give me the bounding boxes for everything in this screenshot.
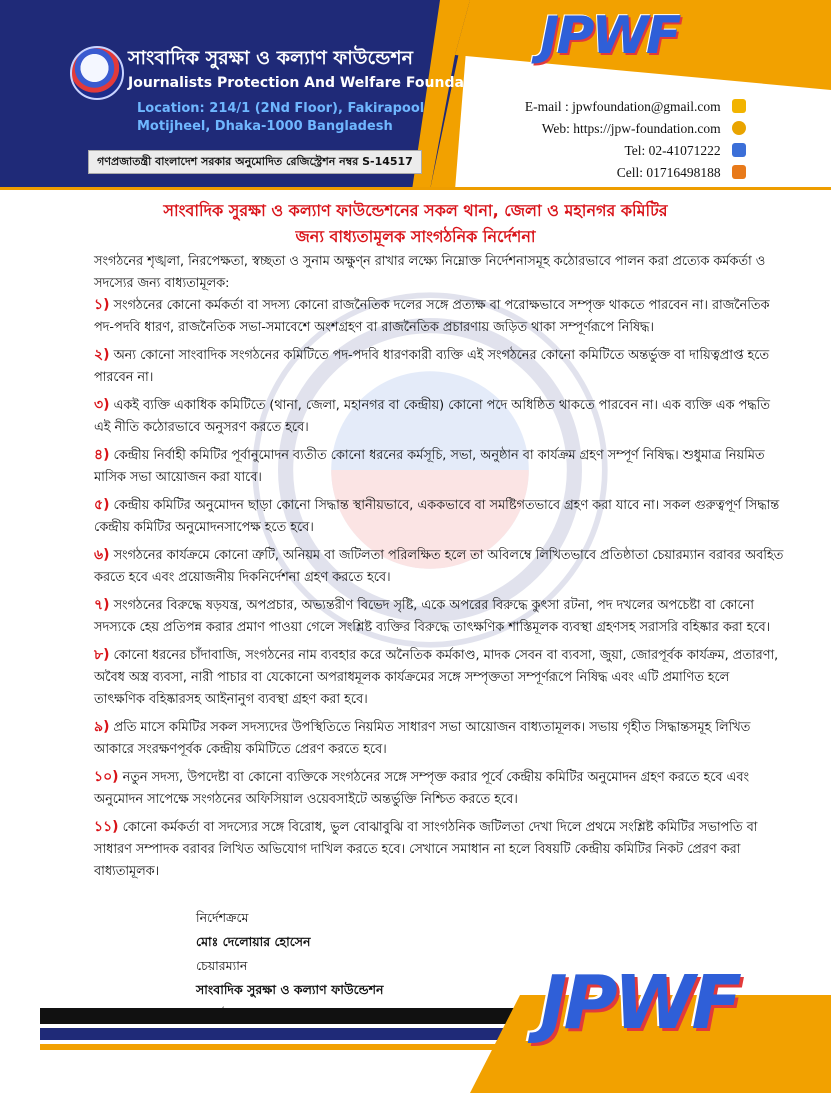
rule-item	[94, 394, 784, 439]
rule-text: কেন্দ্রীয় কমিটির অনুমোদন ছাড়া কোনো সিদ্ধান্ত স্থানীয়ভাবে, এককভাবে বা সমষ্টিগতভাবে গ্রহণ করা যাবে না। সকল গুরুত্বপূর্ণ সিদ্ধান্ত কেন্দ্রীয় কমিটির অনুমোদনসাপেক্ষ হতে হবে।	[94, 498, 780, 535]
org-name-bangla: সাংবাদিক সুরক্ষা ও কল্যাণ ফাউন্ডেশন	[128, 47, 413, 69]
email-icon	[732, 99, 746, 113]
rule-text: কোনো কর্মকর্তা বা সদস্যের সঙ্গে বিরোধ, ভুল বোঝাবুঝি বা সাংগঠনিক জটিলতা দেখা দিলে প্রথমে সংশ্লিষ্ট কমিটির সভাপতি বা সাধারণ সম্পাদক বরাবর লিখিত অভিযোগ দাখিল করতে হবে। সেখানে সমাধান না হলে বিষয়টি কেন্দ্রীয় কমিটির নিকট প্রেরণ করা বাধ্যতামূলক।	[94, 820, 758, 879]
contact-web[interactable]	[470, 118, 746, 140]
location-line-1: Location: 214/1 (2Nd Floor), Fakirapool	[137, 101, 425, 116]
rule-number: ৫)	[94, 497, 110, 513]
header-divider	[0, 187, 831, 190]
rule-number: ১১)	[94, 819, 119, 835]
contact-cell[interactable]	[470, 162, 746, 184]
rule-number: ৩)	[94, 397, 110, 413]
rule-item	[94, 644, 784, 711]
phone-icon	[732, 143, 746, 157]
rule-text: কোনো ধরনের চাঁদাবাজি, সংগঠনের নাম ব্যবহার করে অনৈতিক কর্মকাণ্ড, মাদক সেবন বা ব্যবসা, জুয়া, জোরপূর্বক কার্যক্রম, প্রতারণা, অবৈধ অস্ত্র ব্যবসা, নারী পাচার বা যেকোনো অপরাধমূলক কার্যক্রমের সঙ্গে সম্পৃক্ততা সম্পূর্ণরূপে নিষিদ্ধ এবং এটি প্রমাণিত হলে তাৎক্ষণিক বহিষ্কারসহ আইনানুগ ব্যবস্থা গ্রহণ করা হবে।	[94, 648, 779, 707]
location-line-2: Motijheel, Dhaka-1000 Bangladesh	[137, 119, 393, 134]
rule-number: ১০)	[94, 769, 119, 785]
brand-logo-bottom: JPWF	[540, 960, 738, 1046]
rule-item	[94, 766, 784, 811]
signatory-org: সাংবাদিক সুরক্ষা ও কল্যাণ ফাউন্ডেশন	[196, 982, 384, 997]
rule-item	[94, 494, 784, 539]
rule-item	[94, 294, 784, 339]
registration-number: গণপ্রজাতন্ত্রী বাংলাদেশ সরকার অনুমোদিত রেজিস্ট্রেশন নম্বর S-14517	[88, 150, 422, 174]
rule-text: নতুন সদস্য, উপদেষ্টা বা কোনো ব্যক্তিকে সংগঠনের সঙ্গে সম্পৃক্ত করার পূর্বে কেন্দ্রীয় কমিটির অনুমোদন গ্রহণ করতে হবে এবং অনুমোদন সাপেক্ষে সংগঠনের অফিসিয়াল ওয়েবসাইটে অন্তর্ভুক্তি নিশ্চিত করতে হবে।	[94, 770, 749, 807]
rule-item	[94, 544, 784, 589]
rule-text: প্রতি মাসে কমিটির সকল সদস্যদের উপস্থিতিতে নিয়মিত সাধারণ সভা আয়োজন বাধ্যতামূলক। সভায় গৃহীত সিদ্ধান্তসমূহ লিখিত আকারে সংরক্ষণপূর্বক কেন্দ্রীয় কমিটিতে প্রেরণ করতে হবে।	[94, 720, 751, 757]
rule-number: ১)	[94, 297, 110, 313]
brand-logo-top: JPWF	[540, 6, 679, 66]
mobile-icon	[732, 165, 746, 179]
org-location	[137, 100, 424, 136]
contact-block	[470, 96, 746, 184]
globe-icon	[732, 121, 746, 135]
rule-item	[94, 344, 784, 389]
rule-number: ৪)	[94, 447, 110, 463]
rule-number: ৯)	[94, 719, 110, 735]
rule-number: ২)	[94, 347, 110, 363]
by-order-label: নির্দেশক্রমে	[196, 910, 249, 925]
rules-list	[94, 294, 784, 888]
rule-text: সংগঠনের কার্যক্রমে কোনো ত্রুটি, অনিয়ম বা জটিলতা পরিলক্ষিত হলে তা অবিলম্বে লিখিতভাবে প্রতিষ্ঠাতা চেয়ারম্যান বরাবর অবহিত করতে হবে এবং প্রয়োজনীয় দিকনির্দেশনা গ্রহণ করতে হবে।	[94, 548, 784, 585]
rule-item	[94, 444, 784, 489]
rule-item	[94, 716, 784, 761]
foundation-logo	[70, 46, 124, 100]
email-text: E-mail : jpwfoundation@gmail.com	[524, 99, 721, 114]
cell-text: Cell: 01716498188	[616, 165, 721, 180]
rule-item	[94, 594, 784, 639]
rule-text: অন্য কোনো সাংবাদিক সংগঠনের কমিটিতে পদ-পদবি ধারণকারী ব্যক্তি এই সংগঠনের কোনো কমিটিতে অন্তর্ভুক্ত বা দায়িত্বপ্রাপ্ত হতে পারবেন না।	[94, 348, 770, 385]
contact-email[interactable]	[470, 96, 746, 118]
notice-title-line-2: জন্য বাধ্যতামূলক সাংগঠনিক নির্দেশনা	[295, 227, 536, 246]
signatory-name: মোঃ দেলোয়ার হোসেন	[196, 934, 311, 949]
contact-tel[interactable]	[470, 140, 746, 162]
rule-text: সংগঠনের কোনো কর্মকর্তা বা সদস্য কোনো রাজনৈতিক দলের সঙ্গে প্রত্যক্ষ বা পরোক্ষভাবে সম্পৃক্ত থাকতে পারবেন না। রাজনৈতিক পদ-পদবি ধারণ, রাজনৈতিক সভা-সমাবেশে অংশগ্রহণ বা রাজনৈতিক প্রচারণায় জড়িত থাকা সম্পূর্ণরূপে নিষিদ্ধ।	[94, 298, 770, 335]
org-name-english: Journalists Protection And Welfare Foundation	[128, 75, 496, 91]
rule-text: একই ব্যক্তি একাধিক কমিটিতে (থানা, জেলা, মহানগর বা কেন্দ্রীয়) কোনো পদে অধিষ্ঠিত থাকতে পারবেন না। এক ব্যক্তি এক পদ্ধতি এই নীতি কঠোরভাবে অনুসরণ করতে হবে।	[94, 398, 770, 435]
notice-title-line-1: সাংবাদিক সুরক্ষা ও কল্যাণ ফাউন্ডেশনের সকল থানা, জেলা ও মহানগর কমিটির	[163, 201, 668, 220]
rule-number: ৭)	[94, 597, 110, 613]
rule-number: ৬)	[94, 547, 110, 563]
rule-text: কেন্দ্রীয় নির্বাহী কমিটির পূর্বানুমোদন ব্যতীত কোনো ধরনের কর্মসূচি, সভা, অনুষ্ঠান বা কার্যক্রম গ্রহণ সম্পূর্ণ নিষিদ্ধ। শুধুমাত্র নিয়মিত মাসিক সভা আয়োজন করা যাবে।	[94, 448, 765, 485]
intro-paragraph: সংগঠনের শৃঙ্খলা, নিরপেক্ষতা, স্বচ্ছতা ও সুনাম অক্ষুণ্ন রাখার লক্ষ্যে নিম্নোক্ত নির্দেশনাসমূহ কঠোরভাবে পালন করা প্রত্যেক কর্মকর্তা ও সদস্যের জন্য বাধ্যতামূলক:	[94, 254, 766, 291]
signatory-designation: চেয়ারম্যান	[196, 958, 248, 973]
tel-text: Tel: 02-41071222	[624, 143, 721, 158]
rule-number: ৮)	[94, 647, 110, 663]
rule-item	[94, 816, 784, 883]
rule-text: সংগঠনের বিরুদ্ধে ষড়যন্ত্র, অপপ্রচার, অভ্যন্তরীণ বিভেদ সৃষ্টি, একে অপরের বিরুদ্ধে কুৎসা রটনা, পদ দখলের অপচেষ্টা বা কোনো সদস্যকে হেয় প্রতিপন্ন করার প্রমাণ পাওয়া গেলে সংশ্লিষ্ট ব্যক্তির বিরুদ্ধে তাৎক্ষণিক শাস্তিমূলক ব্যবস্থা গ্রহণসহ সরাসরি বহিষ্কার করা হবে।	[94, 598, 771, 635]
web-text: Web: https://jpw-foundation.com	[541, 121, 721, 136]
